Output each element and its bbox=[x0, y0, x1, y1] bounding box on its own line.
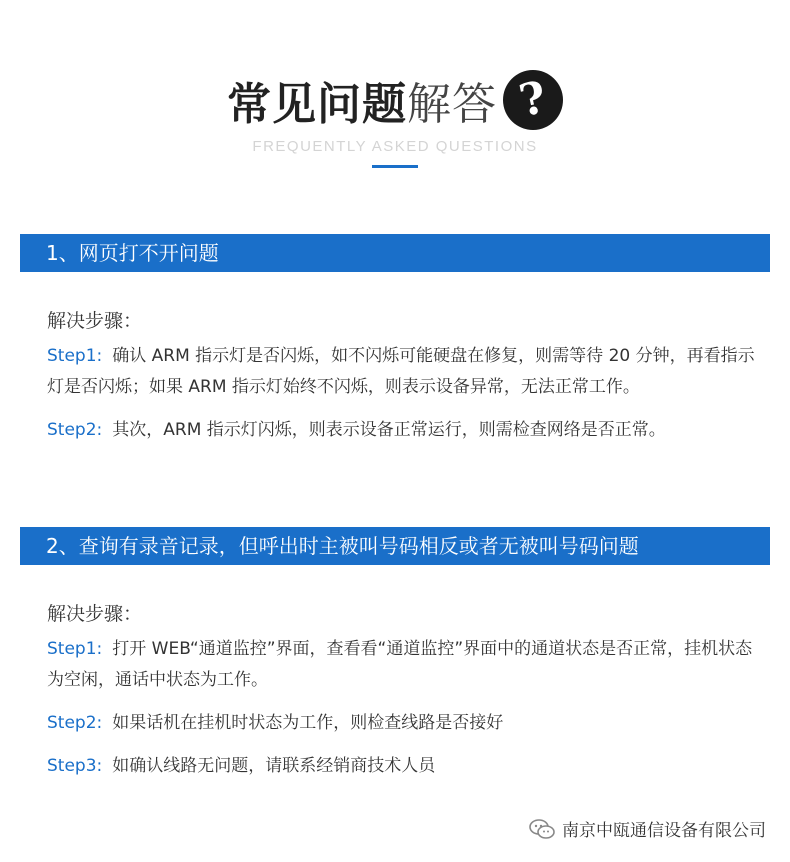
page-subtitle: FREQUENTLY ASKED QUESTIONS bbox=[252, 138, 538, 155]
step-text: 如确认线路无问题，请联系经销商技术人员 bbox=[112, 756, 436, 776]
section-1-step-1 bbox=[47, 341, 767, 403]
faq-header bbox=[0, 68, 790, 168]
company-watermark bbox=[528, 816, 766, 841]
section-1-step-2 bbox=[47, 415, 767, 446]
page-title-light: 解答 bbox=[407, 79, 497, 130]
step-text: 如果话机在挂机时状态为工作，则检查线路是否接好 bbox=[112, 713, 504, 733]
wechat-icon bbox=[528, 818, 556, 840]
step-label: Step1: bbox=[47, 639, 103, 659]
section-2-title-bar: 2、查询有录音记录，但呼出时主被叫号码相反或者无被叫号码问题 bbox=[20, 527, 770, 565]
section-2-step-2 bbox=[47, 708, 767, 739]
section-1-content bbox=[47, 306, 767, 458]
step-text: 其次，ARM 指示灯闪烁，则表示设备正常运行，则需检查网络是否正常。 bbox=[112, 420, 666, 440]
step-text: 确认 ARM 指示灯是否闪烁，如不闪烁可能硬盘在修复，则需等待 20 分钟，再看指示灯是否闪烁；如果 ARM 指示灯始终不闪烁，则表示设备异常，无法正常工作。 bbox=[47, 346, 755, 397]
step-label: Step1: bbox=[47, 346, 103, 366]
title-underline bbox=[372, 165, 418, 168]
step-label: Step2: bbox=[47, 420, 103, 440]
step-label: Step3: bbox=[47, 756, 103, 776]
section-1-solve-label: 解决步骤： bbox=[47, 310, 143, 332]
section-2-step-3 bbox=[47, 751, 767, 782]
step-label: Step2: bbox=[47, 713, 103, 733]
question-mark-icon: ? bbox=[497, 64, 568, 135]
step-text: 打开 WEB“通道监控”界面，查看看“通道监控”界面中的通道状态是否正常，挂机状态为空闲，通话中状态为工作。 bbox=[47, 639, 753, 690]
section-1-title-bar: 1、网页打不开问题 bbox=[20, 234, 770, 272]
section-2-solve-label: 解决步骤： bbox=[47, 603, 143, 625]
title-row bbox=[0, 68, 790, 132]
section-2-step-1 bbox=[47, 634, 767, 696]
page-title-bold: 常见问题 bbox=[227, 79, 407, 130]
company-name: 南京中瓯通信设备有限公司 bbox=[562, 821, 766, 841]
section-2-content bbox=[47, 599, 767, 794]
